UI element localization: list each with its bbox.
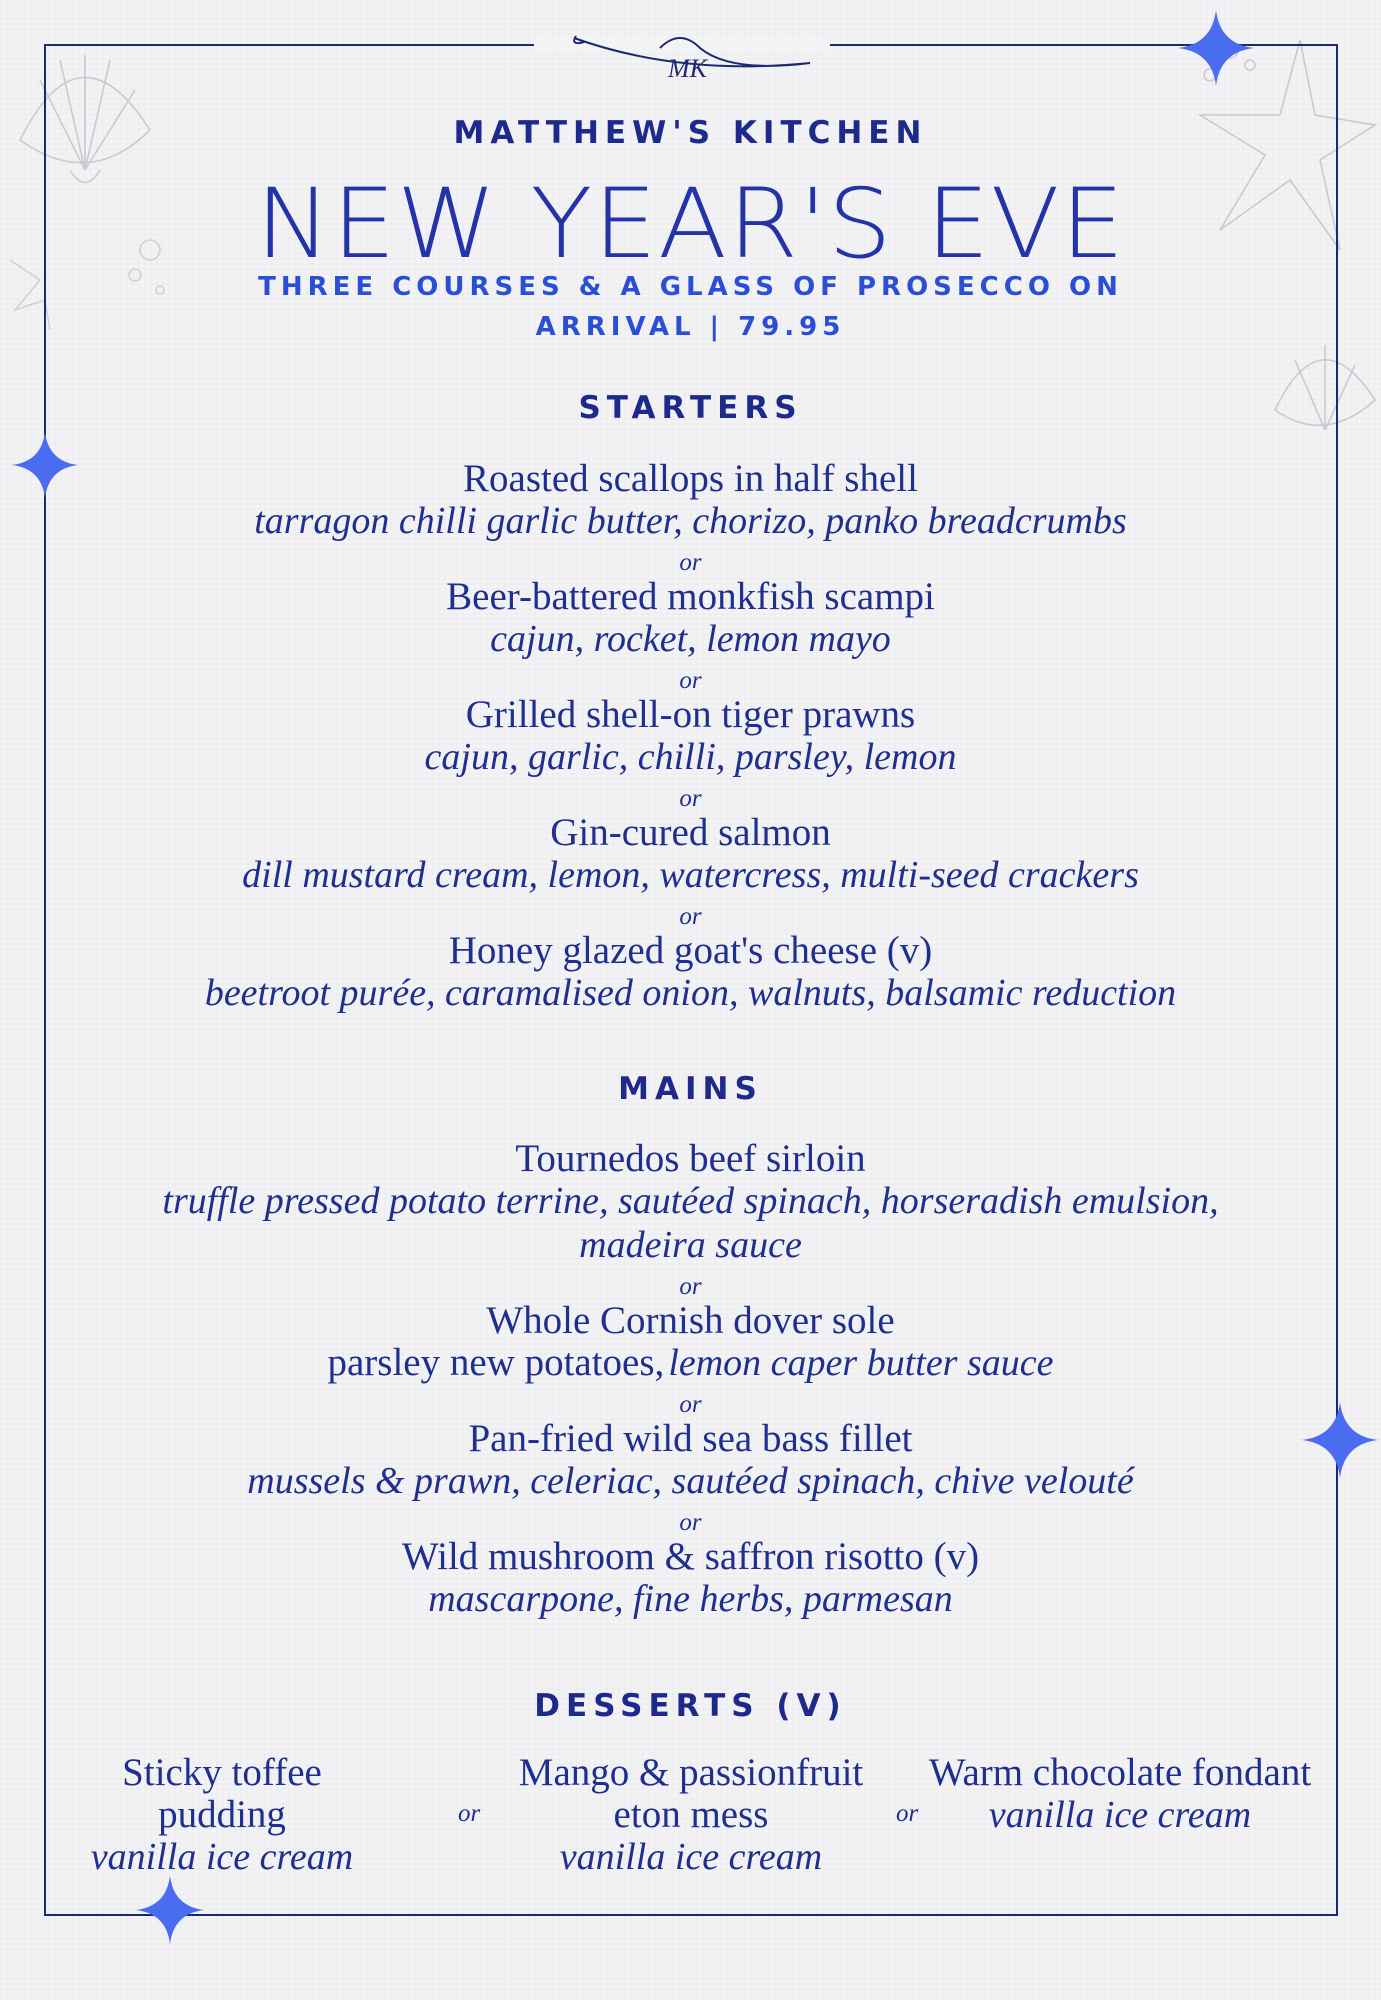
or-separator: or: [679, 785, 702, 812]
or-separator: or: [679, 667, 702, 694]
dessert-name: Mango & passionfruit: [518, 1751, 864, 1794]
starter-desc: cajun, rocket, lemon mayo: [490, 618, 891, 660]
dessert-desc: vanilla ice cream: [90, 1836, 354, 1878]
menu-title: NEW YEAR'S EVE: [255, 168, 1126, 280]
or-separator: or: [679, 1509, 702, 1536]
main-desc-plain: parsley new potatoes,: [327, 1341, 665, 1384]
dessert-desc: vanilla ice cream: [988, 1794, 1252, 1836]
starter-name: Honey glazed goat's cheese (v): [448, 929, 933, 972]
main-desc: mussels & prawn, celeriac, sautéed spinach, chive velouté: [247, 1460, 1134, 1502]
starters-heading: STARTERS: [578, 390, 803, 426]
or-separator: or: [896, 1800, 919, 1827]
starter-desc: tarragon chilli garlic butter, chorizo, panko breadcrumbs: [254, 500, 1127, 542]
main-desc: mascarpone, fine herbs, parmesan: [428, 1578, 953, 1620]
mains-heading: MAINS: [618, 1071, 763, 1107]
main-desc: [0, 1342, 1381, 1384]
dessert-item: [491, 1752, 891, 1878]
offer-line-2: ARRIVAL | 79.95: [535, 312, 846, 342]
mk-monogram: MK: [668, 54, 707, 83]
main-desc: truffle pressed potato terrine, sautéed spinach, horseradish emulsion,: [162, 1180, 1219, 1222]
restaurant-name: MATTHEW'S KITCHEN: [453, 115, 928, 151]
sparkle-star-icon: [134, 1874, 206, 1946]
dessert-desc: vanilla ice cream: [559, 1836, 823, 1878]
dessert-item: [72, 1752, 372, 1878]
main-desc-italic: lemon caper butter sauce: [668, 1342, 1054, 1384]
main-desc: madeira sauce: [579, 1224, 802, 1266]
offer-line-1: THREE COURSES & A GLASS OF PROSECCO ON: [258, 272, 1123, 302]
dessert-name: Warm chocolate fondant: [928, 1751, 1312, 1794]
starter-desc: beetroot purée, caramalised onion, walnuts, balsamic reduction: [204, 972, 1177, 1014]
dessert-name: Sticky toffee pudding: [122, 1751, 322, 1836]
or-separator: or: [679, 1273, 702, 1300]
or-separator: or: [679, 549, 702, 576]
main-name: Wild mushroom & saffron risotto (v): [401, 1535, 980, 1578]
main-name: Whole Cornish dover sole: [486, 1299, 895, 1342]
main-name: Pan-fried wild sea bass fillet: [468, 1417, 913, 1460]
starter-name: Grilled shell-on tiger prawns: [465, 693, 916, 736]
starter-name: Gin-cured salmon: [550, 811, 831, 854]
main-name: Tournedos beef sirloin: [515, 1137, 866, 1180]
starter-name: Roasted scallops in half shell: [463, 457, 918, 500]
dessert-name: eton mess: [613, 1793, 769, 1836]
or-separator: or: [679, 1391, 702, 1418]
starter-name: Beer-battered monkfish scampi: [446, 575, 935, 618]
desserts-heading: DESSERTS (V): [534, 1688, 847, 1724]
or-separator: or: [458, 1800, 481, 1827]
or-separator: or: [679, 903, 702, 930]
dessert-item: [910, 1752, 1330, 1836]
starter-desc: dill mustard cream, lemon, watercress, multi-seed crackers: [242, 854, 1139, 896]
starter-desc: cajun, garlic, chilli, parsley, lemon: [424, 736, 957, 778]
